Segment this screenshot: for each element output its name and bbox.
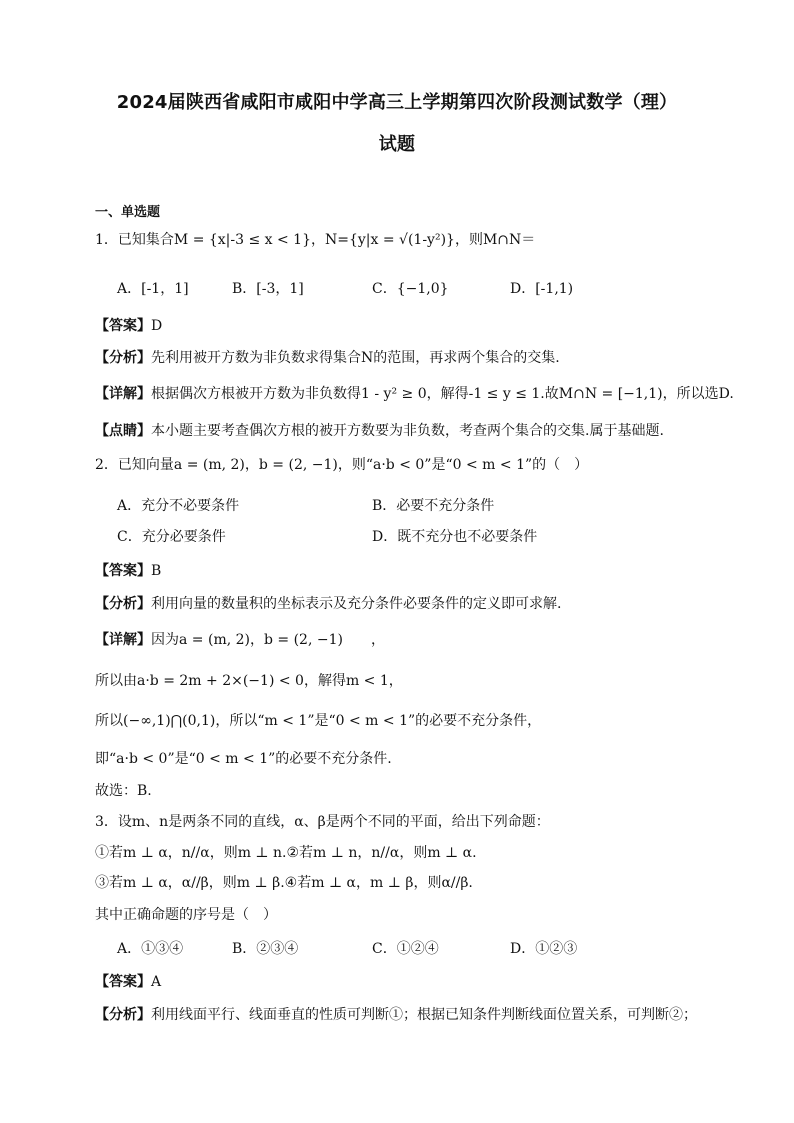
answer-value: A — [151, 974, 162, 990]
analysis-tag: 【分析】 — [95, 350, 151, 366]
q3-option-b: B．②③④ — [232, 941, 299, 957]
q1-analysis — [95, 348, 560, 368]
q3-question: 其中正确命题的序号是（ ） — [95, 907, 277, 923]
q3-analysis — [95, 1005, 697, 1025]
q2-analysis — [95, 594, 561, 614]
answer-value: D — [151, 318, 163, 334]
q1-option-a: A．[-1，1] — [117, 281, 189, 297]
q2-stem: 2．已知向量a = (m, 2)，b = (2, −1)，则“a·b < 0”是“0 < m < 1”的（ ） — [95, 457, 589, 473]
q3-propositions-34: ③若m ⊥ α，α//β，则m ⊥ β.④若m ⊥ α，m ⊥ β，则α//β. — [95, 875, 473, 891]
document-title: 2024届陕西省咸阳市咸阳中学高三上学期第四次阶段测试数学（理） — [116, 92, 678, 113]
q2-option-c: C．充分必要条件 — [117, 529, 226, 545]
comment-tag: 【点睛】 — [95, 423, 151, 439]
detail-tag: 【详解】 — [95, 386, 151, 402]
detail-text: 因为a = (m, 2)，b = (2, −1) ， — [151, 632, 385, 648]
q2-detail-line1: 所以由a·b = 2m + 2×(−1) < 0，解得m < 1， — [95, 673, 403, 689]
answer-tag: 【答案】 — [95, 318, 151, 334]
q3-answer — [95, 972, 161, 992]
q1-option-c: C．{−1,0} — [372, 281, 449, 297]
q1-answer — [95, 316, 162, 336]
q2-detail — [95, 630, 385, 650]
q3-option-a: A．①③④ — [117, 941, 184, 957]
q1-detail — [95, 384, 734, 404]
q3-stem: 3．设m、n是两条不同的直线，α、β是两个不同的平面，给出下列命题： — [95, 814, 550, 830]
q2-choose: 故选：B. — [95, 783, 152, 799]
q2-option-d: D．既不充分也不必要条件 — [372, 529, 538, 545]
q3-option-d: D．①②③ — [510, 941, 578, 957]
analysis-text: 先利用被开方数为非负数求得集合N的范围，再求两个集合的交集. — [151, 350, 560, 366]
q2-detail-line2: 所以(−∞,1)⋂(0,1)，所以“m < 1”是“0 < m < 1”的必要不充分条件， — [95, 713, 542, 729]
section-heading: 一、单选题 — [95, 205, 161, 220]
q2-option-b: B．必要不充分条件 — [372, 498, 495, 514]
q1-option-d: D．[-1,1) — [510, 281, 574, 297]
detail-text: 根据偶次方根被开方数为非负数得1 - y² ≥ 0，解得-1 ≤ y ≤ 1.故M∩N = [−1,1)，所以选D. — [151, 386, 734, 402]
q1-comment — [95, 421, 664, 441]
analysis-tag: 【分析】 — [95, 1007, 151, 1023]
q1-option-b: B．[-3，1] — [232, 281, 304, 297]
q3-propositions-12: ①若m ⊥ α，n//α，则m ⊥ n.②若m ⊥ n，n//α，则m ⊥ α. — [95, 845, 477, 861]
comment-text: 本小题主要考查偶次方根的被开方数要为非负数，考查两个集合的交集.属于基础题. — [151, 423, 664, 439]
document-title-line2: 试题 — [378, 134, 416, 155]
q2-detail-line3: 即“a·b < 0”是“0 < m < 1”的必要不充分条件. — [95, 751, 392, 767]
analysis-tag: 【分析】 — [95, 596, 151, 612]
answer-tag: 【答案】 — [95, 974, 151, 990]
detail-tag: 【详解】 — [95, 632, 151, 648]
q3-option-c: C．①②④ — [372, 941, 439, 957]
q2-answer — [95, 561, 161, 581]
analysis-text: 利用线面平行、线面垂直的性质可判断①；根据已知条件判断线面位置关系，可判断②； — [151, 1007, 697, 1023]
answer-value: B — [151, 563, 162, 579]
q1-stem: 1．已知集合M = {x|-3 ≤ x < 1}，N={y|x = √(1-y²)}，则M∩N＝ — [95, 232, 536, 248]
q2-option-a: A．充分不必要条件 — [117, 498, 240, 514]
analysis-text: 利用向量的数量积的坐标表示及充分条件必要条件的定义即可求解. — [151, 596, 562, 612]
answer-tag: 【答案】 — [95, 563, 151, 579]
